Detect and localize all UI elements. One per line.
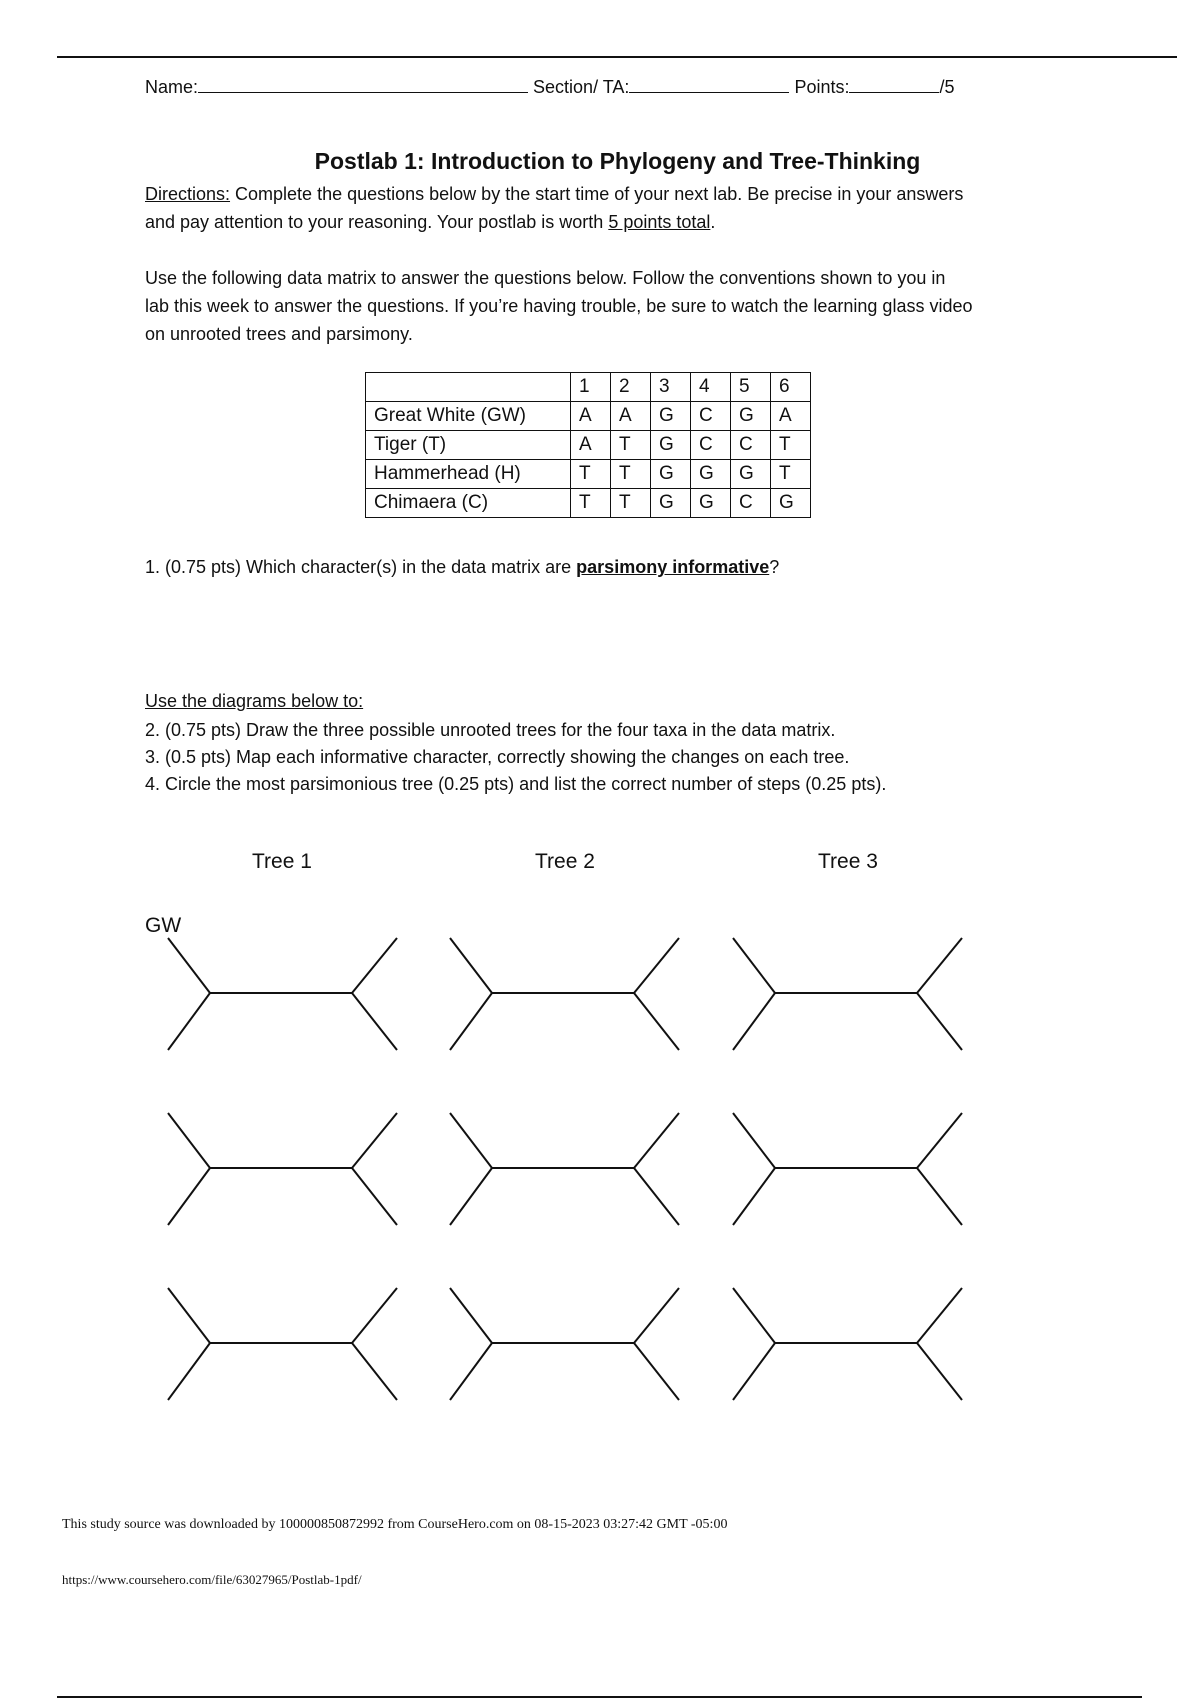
tree-3-label: Tree 3 <box>818 850 878 873</box>
taxon-name: Hammerhead (H) <box>366 460 571 489</box>
intro-line-2: lab this week to answer the questions. If you’re having trouble, be sure to watch the learning glass video <box>145 296 973 316</box>
tree-2-skeleton-1 <box>450 938 679 1050</box>
directions-text-2a: and pay attention to your reasoning. Your postlab is worth <box>145 212 609 232</box>
diagrams-heading: Use the diagrams below to: <box>145 691 364 711</box>
gw-label: GW <box>145 914 182 937</box>
matrix-cell: G <box>731 402 771 431</box>
tree-2-label: Tree 2 <box>535 850 595 873</box>
question-4: 4. Circle the most parsimonious tree (0.25 pts) and list the correct number of steps (0.25 pts). <box>145 774 887 794</box>
column-header: 6 <box>771 373 811 402</box>
matrix-cell: T <box>771 431 811 460</box>
parsimony-informative-term: parsimony informative <box>576 557 770 577</box>
column-header: 2 <box>611 373 651 402</box>
taxon-name: Great White (GW) <box>366 402 571 431</box>
column-header: 4 <box>691 373 731 402</box>
question-1-suffix: ? <box>769 557 780 577</box>
column-header: 1 <box>571 373 611 402</box>
intro-line-3: on unrooted trees and parsimony. <box>145 324 413 344</box>
intro-line-1: Use the following data matrix to answer the questions below. Follow the conventions shown to you in <box>145 268 946 288</box>
matrix-cell: T <box>571 489 611 518</box>
matrix-cell: G <box>771 489 811 518</box>
matrix-cell: A <box>571 431 611 460</box>
points-total: /5 <box>939 77 955 97</box>
directions-label: Directions: <box>145 184 231 204</box>
matrix-cell: G <box>691 460 731 489</box>
question-1-prefix: 1. (0.75 pts) Which character(s) in the data matrix are <box>145 557 577 577</box>
tree-2-skeleton-2 <box>450 1113 679 1225</box>
matrix-cell: G <box>651 460 691 489</box>
question-3: 3. (0.5 pts) Map each informative character, correctly showing the changes on each tree. <box>145 747 850 767</box>
tree-1-skeleton-3 <box>168 1288 397 1400</box>
points-label: Points: <box>794 77 850 97</box>
matrix-cell: G <box>691 489 731 518</box>
matrix-cell: T <box>611 489 651 518</box>
directions-text-2b: . <box>710 212 716 232</box>
tree-1-skeleton-2 <box>168 1113 397 1225</box>
taxon-name: Chimaera (C) <box>366 489 571 518</box>
matrix-cell: T <box>571 460 611 489</box>
name-label: Name: <box>145 77 199 97</box>
tree-1-skeleton-1 <box>168 938 397 1050</box>
section-label: Section/ TA: <box>533 77 630 97</box>
matrix-cell: C <box>691 431 731 460</box>
matrix-cell: A <box>571 402 611 431</box>
tree-2-skeleton-3 <box>450 1288 679 1400</box>
matrix-cell: A <box>771 402 811 431</box>
matrix-cell: C <box>731 489 771 518</box>
tree-3-skeleton-3 <box>733 1288 962 1400</box>
tree-1-label: Tree 1 <box>252 850 312 873</box>
matrix-cell: G <box>731 460 771 489</box>
tree-3-skeleton-1 <box>733 938 962 1050</box>
matrix-cell: G <box>651 431 691 460</box>
column-header: 5 <box>731 373 771 402</box>
directions-text-1: Complete the questions below by the start time of your next lab. Be precise in your answers <box>230 184 964 204</box>
points-total-underlined: 5 points total <box>608 212 711 232</box>
column-header: 3 <box>651 373 691 402</box>
matrix-cell: C <box>731 431 771 460</box>
matrix-cell: A <box>611 402 651 431</box>
tree-3-skeleton-2 <box>733 1113 962 1225</box>
matrix-cell: G <box>651 402 691 431</box>
download-notice: This study source was downloaded by 100000850872992 from CourseHero.com on 08-15-2023 03:27:42 GMT -05:00 <box>62 1517 728 1532</box>
matrix-cell: T <box>771 460 811 489</box>
taxon-name: Tiger (T) <box>366 431 571 460</box>
matrix-cell: G <box>651 489 691 518</box>
question-2: 2. (0.75 pts) Draw the three possible unrooted trees for the four taxa in the data matrix. <box>145 720 836 740</box>
matrix-cell: T <box>611 460 651 489</box>
bottom-rule <box>57 1696 1142 1698</box>
source-url[interactable]: https://www.coursehero.com/file/63027965/Postlab-1pdf/ <box>62 1572 362 1587</box>
matrix-cell: T <box>611 431 651 460</box>
page-title: Postlab 1: Introduction to Phylogeny and Tree-Thinking <box>314 148 921 174</box>
matrix-cell: C <box>691 402 731 431</box>
